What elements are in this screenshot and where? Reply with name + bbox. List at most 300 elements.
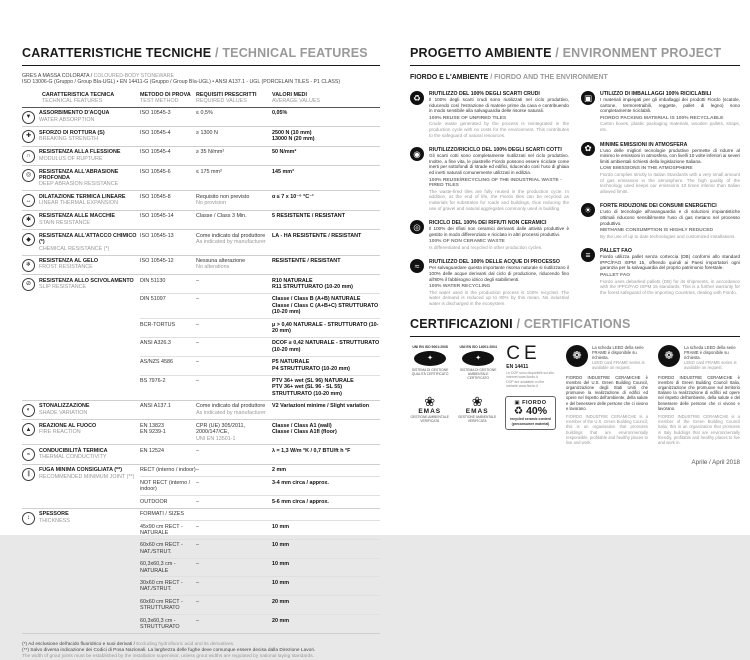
ce-note-it: Le DOP sono disponibili sul sito internet www.fiordo.it <box>506 370 554 379</box>
chemical-resistance-icon: ◆ <box>22 233 35 246</box>
method-cell <box>140 340 196 353</box>
feature-cell <box>22 191 140 210</box>
water-absorption-icon: ▼ <box>22 111 35 124</box>
sub-row <box>140 614 380 633</box>
environment-item-title-en: 100% REUSE/RECYCLING OF THE INDUSTRIAL WASTE - FIRED TILES <box>429 177 562 189</box>
feature-cell <box>22 108 140 127</box>
requirement-cell <box>196 524 272 537</box>
text-line: Classe / Class A1 (wall) <box>272 422 332 429</box>
table-row <box>22 191 380 211</box>
value-cell <box>272 110 380 116</box>
method-cell <box>140 359 196 372</box>
value-cell <box>272 618 380 631</box>
environment-item-title-en: PALLET FAO <box>600 273 631 279</box>
text-line: 50 N/mm² <box>272 149 297 156</box>
method-cell <box>140 467 196 473</box>
footnote-en: The width of grout joints must be established by the installation supervisor, unless grout widths are regulated by national laying standards. <box>22 653 314 659</box>
iso-9001-label: UNI EN ISO 9001:2008 <box>412 344 448 349</box>
requirement-cell <box>196 258 272 271</box>
method-cell <box>140 511 196 517</box>
requirement-cell <box>196 233 272 246</box>
requirement-cell <box>196 149 272 155</box>
text-line: – <box>196 321 199 328</box>
text-line: ISO 10545-3 <box>140 110 171 117</box>
text-line: – <box>196 378 199 385</box>
environment-item-title-en: METHANE CONSUMPTION IS HIGHLY REDUCED <box>600 228 714 234</box>
sub-row <box>140 356 380 375</box>
environment-item <box>581 248 740 295</box>
text-line: – <box>196 296 199 303</box>
environment-item <box>410 220 569 250</box>
text-line: Come indicato dal produttore <box>196 403 266 410</box>
header-method: METODO DI PROVA TEST METHOD <box>140 91 191 105</box>
title-it: CARATTERISTICHE TECNICHE <box>22 46 212 60</box>
feature-name-it: RESISTENZA ALLO SCIVOLAMENTO <box>39 277 134 284</box>
requirement-cell <box>196 378 272 397</box>
value-cell <box>272 511 380 517</box>
text-line: UNI EN 13501-1 <box>196 435 236 442</box>
requirement-cell <box>196 340 272 353</box>
value-cell <box>272 524 380 537</box>
environment-item <box>410 147 569 211</box>
requirement-cell <box>196 322 272 335</box>
table-row <box>22 147 380 167</box>
text-line: AS/NZS 4586 <box>140 359 173 366</box>
requirement-cell <box>196 130 272 143</box>
text-line: 3-4 mm circa / approx. <box>272 479 329 486</box>
text-line: – <box>196 359 199 366</box>
environment-item-body <box>600 203 740 239</box>
sub-rows <box>140 127 380 146</box>
header-values: VALORI MEDI AVERAGE VALUES <box>272 91 321 105</box>
method-cell <box>140 618 196 631</box>
sub-rows <box>140 230 380 254</box>
method-cell <box>140 448 196 454</box>
requirement-cell <box>196 403 272 416</box>
feature-cell <box>22 147 140 166</box>
leed-body-it: FIORDO INDUSTRIE CERAMICHE è membro del U.S. Green Building Council, organizzazione degli Stati Uniti che promuove la realizzazione di edifici ed opere nel rispetto dell'ambiente, della salute e del benessere delle persone che ci vivono e lavorano. <box>566 374 648 411</box>
sub-row <box>140 509 380 520</box>
environment-item-body-en: The water used in the production process is 100% recycled. The water demand is reduced up to 80% by this mean. No industrial water is discharged in the ecosystem. <box>429 289 569 307</box>
requirement-cell <box>196 359 272 372</box>
title-en: ENVIRONMENT PROJECT <box>562 46 722 60</box>
environment-item-body-en: The waste-fired tiles are fully reused in the production cycle. In addition, at the end of life, the Fiordo tiles can be recycled as materials for substrates for roads and buildings, thus reducing the use of gravel and natural aggregates commonly used in building. <box>429 188 569 211</box>
emas-caption: VERIFICATA <box>420 419 440 424</box>
feature-cell <box>22 230 140 254</box>
text-line: 10 mm <box>272 561 290 568</box>
text-line: Classe / Class 3 Min. <box>196 213 247 220</box>
text-line: 20 mm <box>272 598 290 605</box>
thickness-icon: ↕ <box>22 512 35 525</box>
text-line: ISO 10545-12 <box>140 258 174 265</box>
feature-name-it: SFORZO DI ROTTURA (S) <box>39 129 105 136</box>
certifications-title <box>410 317 740 337</box>
requirement-cell <box>196 169 272 175</box>
text-line: α ≤ 7 x 10⁻⁶ °C⁻¹ <box>272 193 314 200</box>
requirement-cell <box>196 499 272 505</box>
recyclable-packaging-icon: ▣ <box>581 91 595 105</box>
table-row <box>22 401 380 421</box>
leed-note-it: La scheda LEED della serie FRAME è disponibile su richiesta. <box>592 344 644 361</box>
emas-flower-icon: ❀ <box>424 394 436 410</box>
text-line: – <box>196 498 199 505</box>
reuse-unfired-waste-icon: ♻ <box>410 91 424 105</box>
sub-row <box>140 539 380 558</box>
table-row <box>22 108 380 128</box>
modulus-of-rupture-icon: ∩ <box>22 150 35 163</box>
value-cell <box>272 599 380 612</box>
text-line: 13000 N (20 mm) <box>272 136 315 143</box>
text-line: FORMATI / SIZES <box>140 511 184 518</box>
ce-note-en: DOP are available on the website www.fiordo.it <box>506 380 545 389</box>
environment-item-body-it: Gli scarti cotti sono completamente riutilizzati nel ciclo produttivo. Inoltre, a fine vita, le piastrelle Fiordo possono essere riciclate come inerti per sottofondi di strade ed edifici, riducendo così l'uso di ghiaia ed inerti naturali comunemente utilizzati in edilizia. <box>429 153 569 175</box>
sub-rows <box>140 445 380 464</box>
feature-name-en: RECOMMENDED MINIMUM JOINT (**) <box>39 473 135 480</box>
environment-item-body <box>600 248 740 295</box>
feature-name-en: MODULUS OF RUPTURE <box>39 155 103 162</box>
emas-certificate <box>457 395 496 423</box>
feature-text <box>39 467 134 505</box>
feature-text <box>39 194 125 208</box>
feature-name-it: REAZIONE AL FUOCO <box>39 422 97 429</box>
text-line: – <box>196 447 199 454</box>
text-line: DIN 51097 <box>140 296 166 303</box>
table-row <box>22 465 380 509</box>
text-line: BS 7976-2 <box>140 378 166 385</box>
value-cell <box>272 340 380 353</box>
gbc-italia-membership-block <box>658 345 740 446</box>
text-line: ISO 10545-4 <box>140 149 171 156</box>
water-recycling-icon: ≈ <box>410 259 424 273</box>
text-line: ≤ 0,5% <box>196 110 213 117</box>
text-line: Come indicato dal produttore <box>196 232 266 239</box>
text-line: Nessuna alterazione <box>196 258 246 265</box>
requirement-cell <box>196 278 272 291</box>
technical-features-title <box>22 46 380 66</box>
feature-text <box>39 423 96 442</box>
leed-body-it: FIORDO INDUSTRIE CERAMICHE è membro di Green Building Council Italia, organizzazione che promuove sul territorio Italiano la realizzazione di edifici ed opere nel rispetto dell'ambiente, della salute e del benessere delle persone che ci vivono e lavorano. <box>658 374 740 411</box>
table-row <box>22 127 380 147</box>
environment-item-body-en: Is differentiated and recycled in other production cycles. <box>429 244 543 250</box>
feature-name-en: DEEP ABRASION RESISTANCE <box>39 181 119 188</box>
sub-rows <box>140 108 380 127</box>
text-line: BCR-TORTUS <box>140 321 176 328</box>
text-line: No provision <box>196 200 226 207</box>
environment-item-body <box>600 91 740 133</box>
text-line: 45x90 cm RECT - NATURALE <box>140 523 183 536</box>
feature-name-en: FIRE REACTION <box>39 429 81 436</box>
table-row <box>22 509 380 634</box>
text-line: ISO 10545-14 <box>140 213 174 220</box>
feature-cell <box>22 445 140 464</box>
emas-caption: GESTIONE AMBIENTALE <box>410 415 449 420</box>
table-header <box>22 92 380 108</box>
certiquality-logo-icon: ✦ <box>462 351 494 366</box>
feature-cell <box>22 465 140 508</box>
feature-name-it: STONALIZZAZIONE <box>39 403 90 410</box>
feature-name-en: SLIP RESISTANCE <box>39 283 87 290</box>
iso-14001-label: UNI EN ISO 14001:2004 <box>459 344 497 349</box>
table-row <box>22 445 380 465</box>
non-ceramic-waste-icon: ◎ <box>410 220 424 234</box>
sub-row <box>140 595 380 614</box>
gbc-italia-logo-icon: ❁ <box>658 345 680 367</box>
environment-item-body <box>600 142 740 195</box>
feature-text <box>39 213 115 227</box>
header-feature: CARATTERISTICA TECNICA TECHNICAL FEATURES <box>42 91 115 105</box>
sub-row <box>140 211 380 222</box>
recycled-content-badge <box>505 396 556 429</box>
value-cell <box>272 542 380 555</box>
title-en: CERTIFICATIONS <box>523 316 631 331</box>
environment-items-grid <box>410 91 740 307</box>
feature-name-it: FUGA MINIMA CONSIGLIATA (**) <box>39 467 123 474</box>
environment-item-title-en: FIORDO PACKING MATERIAL IS 100% RECYCLABLE <box>600 115 724 121</box>
feature-text <box>39 278 134 398</box>
material-it: GRES A MASSA COLORATA / <box>22 73 94 79</box>
requirement-cell <box>196 480 272 493</box>
text-line: R10 NATURALE <box>272 277 313 284</box>
value-cell <box>272 258 380 271</box>
fiordo-brand-logo: ▣ FIORDO <box>514 400 547 407</box>
feature-name-en: BREAKING STRENGTH <box>39 136 99 143</box>
environment-item <box>581 91 740 133</box>
leed-note <box>592 345 648 371</box>
text-line: ISO 10545-8 <box>140 193 171 200</box>
emas-certificate <box>410 395 449 423</box>
environment-item-title-en: 100% OF NON CERAMIC WASTE <box>429 239 505 245</box>
value-cell <box>272 322 380 335</box>
usgbc-membership-block <box>566 345 648 446</box>
footnote-it: (**) Salvo diversa indicazione dei Codici di Posa Nazionali. La larghezza delle fughe deve comunque essere decisa dalla Direzione Lavori. <box>22 647 316 653</box>
leed-note-it: La scheda LEED della serie FRAME è disponibile su richiesta. <box>684 344 736 361</box>
leed-note-en: LEED card FRAME series is available on request. <box>684 360 737 371</box>
low-emissions-icon: ✿ <box>581 142 595 156</box>
text-line: – <box>196 277 199 284</box>
leed-block-header <box>566 345 648 371</box>
requirement-cell <box>196 467 272 473</box>
environment-item-title-it: RIUTILIZZO DEL 100% DELLE ACQUE DI PROCESSO <box>429 259 560 266</box>
value-cell <box>272 169 380 175</box>
technical-features-column <box>22 46 380 660</box>
value-cell <box>272 580 380 593</box>
value-cell <box>272 194 380 207</box>
feature-name-it: RESISTENZA ALL'ATTACCO CHIMICO (*) <box>39 232 137 246</box>
value-cell <box>272 499 380 505</box>
text-line: EN 13823 <box>140 422 164 429</box>
leed-membership-blocks <box>566 345 740 446</box>
leed-note-en: LEED card FRAME series is available on request. <box>592 360 645 371</box>
environment-item-title-it: RICICLO DEL 100% DEI RIFIUTI NON CERAMICI <box>429 220 547 227</box>
environment-project-column <box>410 46 740 466</box>
emas-name: EMAS <box>465 408 489 416</box>
sub-row <box>140 191 380 209</box>
leed-body-en: FIORDO INDUSTRIE CERAMICHE is a member of the U.S. Green Building Council; this is an organisation that promotes buildings that are environmentally responsible, profitable and healthy places to live and work. <box>566 414 648 446</box>
feature-name-en: THERMAL CONDUCTIVITY <box>39 454 107 461</box>
sub-rows <box>140 465 380 508</box>
thermal-expansion-icon: ↔ <box>22 194 35 207</box>
requirement-cell <box>196 423 272 442</box>
sub-row <box>140 558 380 577</box>
text-line: RECT (interno / indoor) <box>140 467 196 474</box>
title-separator: / <box>512 316 524 331</box>
environment-item-title-en: 100% WATER RECYCLING <box>429 284 491 290</box>
environment-item-body <box>429 220 569 250</box>
sub-rows <box>140 275 380 400</box>
sub-row <box>140 420 380 444</box>
recycled-caption: recycled ceramic content <box>510 417 551 422</box>
feature-cell <box>22 401 140 420</box>
text-line: ≥ 1300 N <box>196 129 218 136</box>
text-line: – <box>196 579 199 586</box>
feature-name-en: CHEMICAL RESISTANCE (*) <box>39 245 110 252</box>
text-line: λ = 1,3 W/m °K / 0,7 BTU/ft h °F <box>272 447 351 454</box>
value-cell <box>272 423 380 442</box>
method-cell <box>140 149 196 155</box>
emas-caption: VERIFICATA <box>467 419 487 424</box>
feature-name-en: WATER ABSORPTION <box>39 116 95 123</box>
feature-text <box>39 258 98 272</box>
feature-cell <box>22 127 140 146</box>
text-line: Classe / Class A1fl (floor) <box>272 429 337 436</box>
text-line: 30x60 cm RECT - NAT./STRUT. <box>140 579 183 593</box>
text-line: DCOF ≥ 0,42 NATURALE - STRUTTURATO (10-20 mm) <box>272 340 380 353</box>
value-cell <box>272 359 380 372</box>
requirement-cell <box>196 110 272 116</box>
sub-rows <box>140 166 380 190</box>
iso-14001-caption: SISTEMA DI GESTIONE AMBIENTALE CERTIFICATO <box>459 367 497 380</box>
energy-saving-icon: ☀ <box>581 203 595 217</box>
feature-name-it: SPESSORE <box>39 511 69 518</box>
text-line: μ > 0,40 NATURALE - STRUTTURATO (10-20 mm) <box>272 321 379 334</box>
footnote-it: (*) Ad esclusione dell'acido fluoridrico e suoi derivati / <box>22 641 137 647</box>
method-cell <box>140 480 196 493</box>
feature-text <box>39 169 138 188</box>
value-cell <box>272 480 380 493</box>
sub-row <box>140 166 380 177</box>
text-line: LA - HA RESISTENTE / RESISTANT <box>272 232 362 239</box>
feature-name-it: DILATAZIONE TERMICA LINEARE <box>39 193 126 200</box>
ce-mark-block <box>506 342 556 389</box>
value-cell <box>272 213 380 219</box>
text-line: – <box>196 617 199 624</box>
text-line: P4 STRUTTURATO (10-20 mm) <box>272 365 350 372</box>
text-line: 5 RESISTENTE / RESISTANT <box>272 213 345 220</box>
requirement-cell <box>196 542 272 555</box>
feature-name-en: LINEAR THERMAL EXPANSION <box>39 200 118 207</box>
text-line: Requisito non previsto <box>196 193 250 200</box>
text-line: Classe / Class B (A+B) NATURALE <box>272 296 361 303</box>
technical-table <box>22 92 380 634</box>
table-row <box>22 166 380 191</box>
method-cell <box>140 378 196 397</box>
method-cell <box>140 524 196 537</box>
environment-item-body-it: L'uso di tecnologie all'avanguardia e di soluzioni impiantistiche ottimali riducono sensibilmente l'uso di gas metano nel processo produttivo. <box>600 209 740 226</box>
sub-rows <box>140 401 380 420</box>
table-row <box>22 275 380 401</box>
sub-row <box>140 337 380 356</box>
value-cell <box>272 278 380 291</box>
text-line: As indicated by manufacturer <box>196 239 266 246</box>
requirement-cell <box>196 296 272 315</box>
text-line: 10 mm <box>272 542 290 549</box>
sub-row <box>140 147 380 158</box>
text-line: EN 9239-1 <box>140 429 166 436</box>
frost-resistance-icon: ❄ <box>22 259 35 272</box>
ce-standard: EN 14411 <box>506 363 529 370</box>
text-line: 10 mm <box>272 523 290 530</box>
feature-text <box>39 233 138 252</box>
value-cell <box>272 403 380 416</box>
environment-item-body-it: Il 100% degli scarti crudi sono riutilizzati nel ciclo produttivo, riducendo così l'estrazione di materie prime da cava e contribuendo in modo sensibile alla salvaguardia delle risorse naturali. <box>429 97 569 114</box>
requirement-cell <box>196 448 272 454</box>
text-line: RESISTENTE / RESISTANT <box>272 258 341 265</box>
iso-ce-row <box>410 342 556 389</box>
feature-cell <box>22 166 140 190</box>
text-line: ≤ 175 mm³ <box>196 168 222 175</box>
method-cell <box>140 296 196 315</box>
text-line: ISO 10545-4 <box>140 129 171 136</box>
slip-resistance-icon: ⊘ <box>22 278 35 291</box>
feature-name-it: RESISTENZA ALL'ABRASIONE PROFONDA <box>39 168 119 182</box>
value-cell <box>272 448 380 454</box>
feature-name-en: FROST RESISTANCE <box>39 264 93 271</box>
feature-name-it: RESISTENZA ALLA FLESSIONE <box>39 149 121 156</box>
feature-name-en: THICKNESS <box>39 517 70 524</box>
requirement-cell <box>196 194 272 207</box>
feature-text <box>39 110 109 124</box>
text-line: P5 NATURALE <box>272 359 310 366</box>
method-cell <box>140 110 196 116</box>
text-line: – <box>196 523 199 530</box>
text-line: – <box>196 479 199 486</box>
certifications-block <box>410 342 740 446</box>
environment-item-title-it: RIUTILIZZO/RICICLO DEL 100% DEGLI SCARTI COTTI <box>429 147 562 154</box>
table-body <box>22 108 380 634</box>
text-line: DIN 51130 <box>140 277 166 284</box>
sub-row <box>140 375 380 400</box>
environment-item-body-it: Fiordo utilizza pallet senza corteccia (DB) conformi allo standard IPPC/FAO ISPM 15, offrendo quindi ai Paesi importatori ogni garanzia per la salvaguardia del proprio patrimonio forestale. <box>600 254 740 271</box>
environment-item-body-it: Per salvaguardare questa importante risorsa naturale si riutilizzano il 100% delle acque derivanti dal ciclo di produzione, riducendo fino all'80% il fabbisogno idrico degli stabilimenti. <box>429 265 569 282</box>
environment-item-body-en: Carton boxes, plastic packaging materials, wooden pallets, straps, etc. <box>600 121 740 132</box>
text-line: 5-6 mm circa / approx. <box>272 498 329 505</box>
sub-row <box>140 108 380 119</box>
requirement-cell <box>196 599 272 612</box>
feature-name-it: CONDUCIBILITÀ TERMICA <box>39 447 108 454</box>
feature-cell <box>22 509 140 633</box>
text-line: – <box>196 467 199 474</box>
material-description <box>22 73 380 86</box>
text-line: ≥ 35 N/mm² <box>196 149 225 156</box>
method-cell <box>140 278 196 291</box>
sub-row <box>140 230 380 248</box>
feature-cell <box>22 211 140 230</box>
environment-item-title-it: MINIME EMISSIONI IN ATMOSFERA <box>600 141 688 148</box>
sub-row <box>140 576 380 595</box>
emas-caption: GESTIONE AMBIENTALE <box>457 415 497 420</box>
text-line: 0,05% <box>272 110 288 117</box>
requirement-cell <box>196 618 272 631</box>
text-line: ISO 10545-6 <box>140 168 171 175</box>
footnote-en: Excluding hydrofluoric acid and its derivatives. <box>136 641 235 647</box>
method-cell <box>140 130 196 143</box>
minimum-joint-icon: ∥ <box>22 468 35 481</box>
table-row <box>22 211 380 231</box>
leed-block-header <box>658 345 740 371</box>
feature-text <box>39 403 90 417</box>
sub-rows <box>140 256 380 275</box>
environment-item-body-en: Crude waste generated by the process is reintegrated in the production cycle with no costs for the environment. This contributes to the safeguard of natural resources. <box>429 121 569 138</box>
